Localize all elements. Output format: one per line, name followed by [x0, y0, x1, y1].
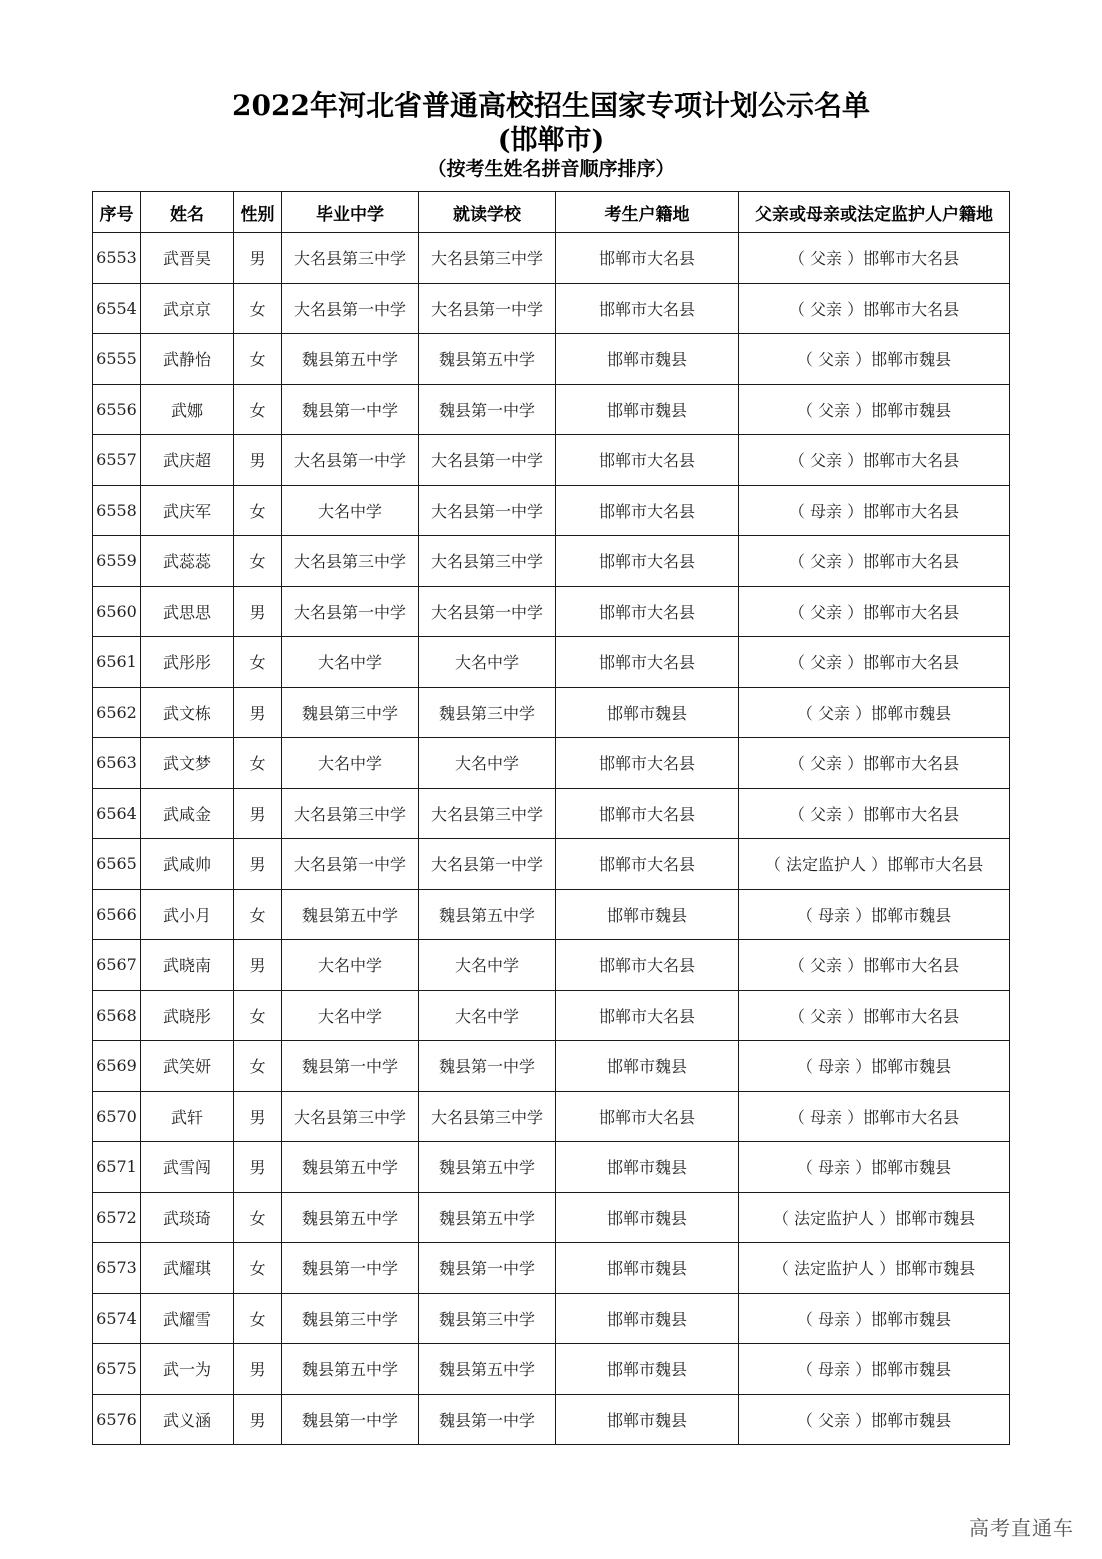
cell-household-registration: 邯郸市大名县 [556, 738, 739, 789]
cell-household-registration: 邯郸市魏县 [556, 1142, 739, 1193]
cell-name: 武琰琦 [141, 1192, 234, 1243]
cell-graduated-school: 魏县第五中学 [282, 334, 419, 385]
cell-name: 武蕊蕊 [141, 536, 234, 587]
cell-graduated-school: 魏县第一中学 [282, 1243, 419, 1294]
cell-gender: 男 [234, 435, 282, 486]
cell-current-school: 大名县第一中学 [419, 839, 556, 890]
cell-gender: 男 [234, 788, 282, 839]
cell-current-school: 魏县第五中学 [419, 1192, 556, 1243]
table-row [93, 485, 1010, 536]
table-row [93, 1243, 1010, 1294]
cell-guardian-registration: （ 父亲 ）邯郸市大名县 [739, 940, 1010, 991]
cell-current-school: 魏县第一中学 [419, 1394, 556, 1445]
cell-gender: 女 [234, 990, 282, 1041]
cell-seq: 6574 [93, 1293, 141, 1344]
cell-guardian-registration: （ 父亲 ）邯郸市魏县 [739, 1394, 1010, 1445]
cell-graduated-school: 魏县第三中学 [282, 687, 419, 738]
cell-guardian-registration: （ 父亲 ）邯郸市大名县 [739, 738, 1010, 789]
cell-gender: 女 [234, 1293, 282, 1344]
cell-seq: 6573 [93, 1243, 141, 1294]
cell-gender: 男 [234, 1344, 282, 1395]
cell-graduated-school: 魏县第五中学 [282, 1344, 419, 1395]
cell-current-school: 大名县第三中学 [419, 1091, 556, 1142]
cell-household-registration: 邯郸市大名县 [556, 1091, 739, 1142]
cell-guardian-registration: （ 法定监护人 ）邯郸市魏县 [739, 1243, 1010, 1294]
document-title: 2022年河北省普通高校招生国家专项计划公示名单 [232, 89, 870, 122]
cell-seq: 6575 [93, 1344, 141, 1395]
cell-gender: 女 [234, 1243, 282, 1294]
cell-name: 武耀琪 [141, 1243, 234, 1294]
cell-seq: 6553 [93, 233, 141, 284]
cell-guardian-registration: （ 法定监护人 ）邯郸市魏县 [739, 1192, 1010, 1243]
cell-household-registration: 邯郸市魏县 [556, 1394, 739, 1445]
cell-seq: 6570 [93, 1091, 141, 1142]
header-seq: 序号 [93, 192, 141, 233]
cell-name: 武咸帅 [141, 839, 234, 890]
table-row [93, 1344, 1010, 1395]
cell-graduated-school: 大名县第三中学 [282, 1091, 419, 1142]
cell-household-registration: 邯郸市魏县 [556, 1243, 739, 1294]
cell-gender: 女 [234, 1041, 282, 1092]
cell-gender: 男 [234, 586, 282, 637]
cell-guardian-registration: （ 父亲 ）邯郸市魏县 [739, 334, 1010, 385]
cell-household-registration: 邯郸市魏县 [556, 334, 739, 385]
cell-household-registration: 邯郸市魏县 [556, 1344, 739, 1395]
cell-seq: 6576 [93, 1394, 141, 1445]
cell-guardian-registration: （ 母亲 ）邯郸市魏县 [739, 1344, 1010, 1395]
cell-seq: 6555 [93, 334, 141, 385]
cell-gender: 女 [234, 536, 282, 587]
cell-name: 武彤彤 [141, 637, 234, 688]
cell-current-school: 大名中学 [419, 990, 556, 1041]
cell-guardian-registration: （ 母亲 ）邯郸市魏县 [739, 1041, 1010, 1092]
cell-graduated-school: 大名中学 [282, 990, 419, 1041]
cell-household-registration: 邯郸市魏县 [556, 384, 739, 435]
cell-seq: 6560 [93, 586, 141, 637]
watermark: 高考直通车 [969, 1516, 1074, 1540]
cell-name: 武义涵 [141, 1394, 234, 1445]
cell-seq: 6559 [93, 536, 141, 587]
cell-graduated-school: 大名中学 [282, 637, 419, 688]
cell-name: 武庆军 [141, 485, 234, 536]
table-row [93, 990, 1010, 1041]
table-row [93, 1091, 1010, 1142]
cell-graduated-school: 魏县第一中学 [282, 384, 419, 435]
cell-household-registration: 邯郸市魏县 [556, 889, 739, 940]
cell-seq: 6569 [93, 1041, 141, 1092]
table-row [93, 687, 1010, 738]
cell-gender: 女 [234, 485, 282, 536]
cell-gender: 女 [234, 1192, 282, 1243]
table-row [93, 435, 1010, 486]
cell-name: 武雪闯 [141, 1142, 234, 1193]
cell-guardian-registration: （ 父亲 ）邯郸市魏县 [739, 687, 1010, 738]
cell-guardian-registration: （ 父亲 ）邯郸市大名县 [739, 637, 1010, 688]
header-gender: 性别 [234, 192, 282, 233]
cell-current-school: 魏县第一中学 [419, 384, 556, 435]
cell-current-school: 魏县第一中学 [419, 1041, 556, 1092]
cell-current-school: 魏县第五中学 [419, 889, 556, 940]
cell-graduated-school: 魏县第五中学 [282, 1192, 419, 1243]
cell-guardian-registration: （ 母亲 ）邯郸市魏县 [739, 1293, 1010, 1344]
cell-name: 武庆超 [141, 435, 234, 486]
cell-current-school: 大名县第一中学 [419, 435, 556, 486]
cell-name: 武娜 [141, 384, 234, 435]
header-current-school: 就读学校 [419, 192, 556, 233]
cell-seq: 6562 [93, 687, 141, 738]
cell-seq: 6554 [93, 283, 141, 334]
cell-graduated-school: 魏县第一中学 [282, 1041, 419, 1092]
cell-current-school: 魏县第三中学 [419, 687, 556, 738]
table-row [93, 839, 1010, 890]
cell-seq: 6571 [93, 1142, 141, 1193]
table-row [93, 637, 1010, 688]
cell-current-school: 大名县第三中学 [419, 788, 556, 839]
table-row [93, 889, 1010, 940]
table-row [93, 1394, 1010, 1445]
cell-graduated-school: 大名县第三中学 [282, 536, 419, 587]
cell-seq: 6567 [93, 940, 141, 991]
cell-name: 武文梦 [141, 738, 234, 789]
cell-gender: 女 [234, 283, 282, 334]
cell-graduated-school: 大名县第一中学 [282, 586, 419, 637]
cell-household-registration: 邯郸市大名县 [556, 586, 739, 637]
cell-name: 武文栋 [141, 687, 234, 738]
cell-current-school: 大名中学 [419, 637, 556, 688]
cell-guardian-registration: （ 父亲 ）邯郸市大名县 [739, 536, 1010, 587]
cell-guardian-registration: （ 母亲 ）邯郸市魏县 [739, 1142, 1010, 1193]
cell-gender: 男 [234, 1394, 282, 1445]
table-row [93, 384, 1010, 435]
cell-name: 武静怡 [141, 334, 234, 385]
roster-table [92, 191, 1010, 1445]
cell-current-school: 大名中学 [419, 738, 556, 789]
cell-seq: 6566 [93, 889, 141, 940]
cell-gender: 男 [234, 1091, 282, 1142]
table-row [93, 940, 1010, 991]
cell-household-registration: 邯郸市大名县 [556, 637, 739, 688]
cell-graduated-school: 大名县第三中学 [282, 788, 419, 839]
cell-graduated-school: 魏县第三中学 [282, 1293, 419, 1344]
table-row [93, 536, 1010, 587]
cell-gender: 男 [234, 940, 282, 991]
cell-gender: 女 [234, 889, 282, 940]
cell-household-registration: 邯郸市大名县 [556, 940, 739, 991]
cell-household-registration: 邯郸市大名县 [556, 990, 739, 1041]
cell-current-school: 大名县第一中学 [419, 586, 556, 637]
header-guardian-registration: 父亲或母亲或法定监护人户籍地 [739, 192, 1010, 233]
cell-gender: 女 [234, 637, 282, 688]
cell-graduated-school: 魏县第五中学 [282, 1142, 419, 1193]
cell-seq: 6561 [93, 637, 141, 688]
cell-gender: 男 [234, 1142, 282, 1193]
cell-guardian-registration: （ 父亲 ）邯郸市大名县 [739, 788, 1010, 839]
cell-current-school: 魏县第五中学 [419, 1344, 556, 1395]
cell-guardian-registration: （ 母亲 ）邯郸市魏县 [739, 889, 1010, 940]
cell-name: 武笑妍 [141, 1041, 234, 1092]
cell-graduated-school: 大名中学 [282, 738, 419, 789]
table-row [93, 738, 1010, 789]
cell-guardian-registration: （ 父亲 ）邯郸市大名县 [739, 990, 1010, 1041]
cell-graduated-school: 大名县第一中学 [282, 435, 419, 486]
cell-household-registration: 邯郸市大名县 [556, 839, 739, 890]
cell-household-registration: 邯郸市大名县 [556, 233, 739, 284]
cell-name: 武思思 [141, 586, 234, 637]
cell-current-school: 魏县第一中学 [419, 1243, 556, 1294]
cell-graduated-school: 大名中学 [282, 485, 419, 536]
document-subtitle: (邯郸市) [497, 125, 605, 156]
sort-order-note: （按考生姓名拼音顺序排序） [427, 158, 675, 180]
cell-guardian-registration: （ 母亲 ）邯郸市大名县 [739, 485, 1010, 536]
table-body [93, 233, 1010, 1445]
cell-name: 武一为 [141, 1344, 234, 1395]
cell-graduated-school: 大名县第一中学 [282, 283, 419, 334]
table-row [93, 788, 1010, 839]
cell-seq: 6572 [93, 1192, 141, 1243]
table-header-row [93, 192, 1010, 233]
cell-guardian-registration: （ 父亲 ）邯郸市大名县 [739, 233, 1010, 284]
cell-guardian-registration: （ 法定监护人 ）邯郸市大名县 [739, 839, 1010, 890]
cell-household-registration: 邯郸市魏县 [556, 1041, 739, 1092]
cell-household-registration: 邯郸市大名县 [556, 485, 739, 536]
cell-current-school: 大名县第三中学 [419, 536, 556, 587]
cell-guardian-registration: （ 父亲 ）邯郸市大名县 [739, 283, 1010, 334]
cell-guardian-registration: （ 父亲 ）邯郸市魏县 [739, 384, 1010, 435]
cell-seq: 6565 [93, 839, 141, 890]
cell-household-registration: 邯郸市大名县 [556, 788, 739, 839]
cell-household-registration: 邯郸市大名县 [556, 536, 739, 587]
header-name: 姓名 [141, 192, 234, 233]
cell-name: 武晓南 [141, 940, 234, 991]
cell-graduated-school: 大名中学 [282, 940, 419, 991]
table-row [93, 1142, 1010, 1193]
cell-current-school: 大名县第三中学 [419, 233, 556, 284]
cell-gender: 男 [234, 233, 282, 284]
cell-graduated-school: 大名县第三中学 [282, 233, 419, 284]
cell-name: 武京京 [141, 283, 234, 334]
table-row [93, 1192, 1010, 1243]
table-row [93, 334, 1010, 385]
cell-graduated-school: 大名县第一中学 [282, 839, 419, 890]
cell-seq: 6564 [93, 788, 141, 839]
table-row [93, 586, 1010, 637]
cell-household-registration: 邯郸市魏县 [556, 687, 739, 738]
cell-gender: 男 [234, 839, 282, 890]
cell-current-school: 魏县第五中学 [419, 1142, 556, 1193]
cell-graduated-school: 魏县第一中学 [282, 1394, 419, 1445]
cell-household-registration: 邯郸市大名县 [556, 435, 739, 486]
cell-household-registration: 邯郸市大名县 [556, 283, 739, 334]
cell-gender: 男 [234, 687, 282, 738]
cell-name: 武咸金 [141, 788, 234, 839]
cell-current-school: 魏县第五中学 [419, 334, 556, 385]
cell-guardian-registration: （ 父亲 ）邯郸市大名县 [739, 435, 1010, 486]
table-row [93, 1041, 1010, 1092]
cell-gender: 女 [234, 384, 282, 435]
cell-household-registration: 邯郸市魏县 [556, 1293, 739, 1344]
cell-current-school: 大名中学 [419, 940, 556, 991]
cell-gender: 女 [234, 334, 282, 385]
cell-name: 武轩 [141, 1091, 234, 1142]
cell-name: 武晋昊 [141, 233, 234, 284]
cell-seq: 6568 [93, 990, 141, 1041]
cell-graduated-school: 魏县第五中学 [282, 889, 419, 940]
cell-gender: 女 [234, 738, 282, 789]
cell-current-school: 大名县第一中学 [419, 283, 556, 334]
cell-household-registration: 邯郸市魏县 [556, 1192, 739, 1243]
cell-name: 武小月 [141, 889, 234, 940]
cell-guardian-registration: （ 母亲 ）邯郸市大名县 [739, 1091, 1010, 1142]
cell-seq: 6557 [93, 435, 141, 486]
cell-name: 武耀雪 [141, 1293, 234, 1344]
table-row [93, 283, 1010, 334]
table-row [93, 1293, 1010, 1344]
cell-seq: 6563 [93, 738, 141, 789]
cell-seq: 6558 [93, 485, 141, 536]
header-graduated-school: 毕业中学 [282, 192, 419, 233]
cell-guardian-registration: （ 父亲 ）邯郸市大名县 [739, 586, 1010, 637]
cell-current-school: 魏县第三中学 [419, 1293, 556, 1344]
cell-name: 武晓彤 [141, 990, 234, 1041]
header-household-registration: 考生户籍地 [556, 192, 739, 233]
cell-seq: 6556 [93, 384, 141, 435]
table-row [93, 233, 1010, 284]
cell-current-school: 大名县第一中学 [419, 485, 556, 536]
